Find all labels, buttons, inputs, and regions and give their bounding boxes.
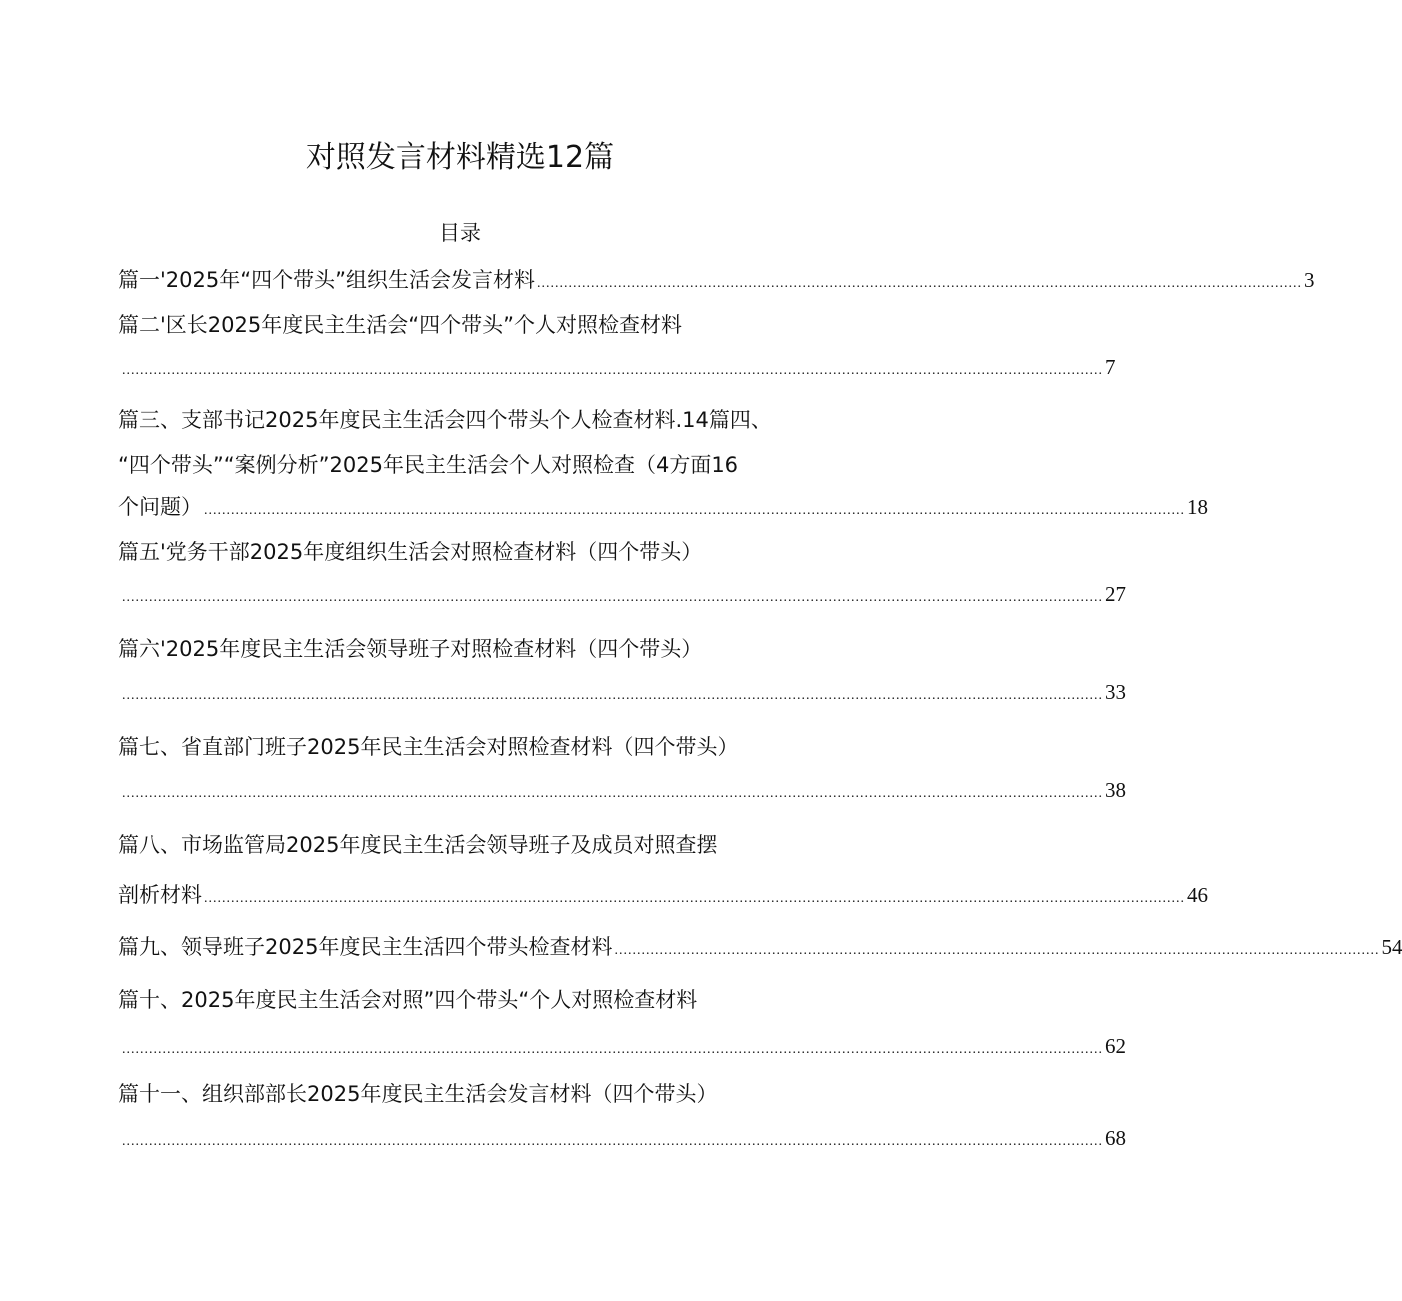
- toc-entry-leader-line[interactable]: [122, 775, 1126, 805]
- toc-entry-leader-line[interactable]: [118, 880, 1208, 910]
- toc-entry-leader-line[interactable]: [122, 1031, 1126, 1061]
- toc-leader-dots: ..........................................................................................................................................................................................................................: [122, 590, 1103, 605]
- toc-leader-dots: ..........................................................................................................................................................................................................................: [204, 891, 1185, 906]
- toc-entry-text[interactable]: 篇五'党务干部2025年度组织生活会对照检查材料（四个带头）: [118, 540, 703, 564]
- toc-entry[interactable]: [118, 265, 1315, 295]
- toc-leader-dots: ..........................................................................................................................................................................................................................: [122, 1134, 1103, 1149]
- toc-page-number: 33: [1105, 680, 1126, 704]
- toc-entry-leader-line[interactable]: [122, 579, 1126, 609]
- toc-entry-text: 剖析材料: [118, 883, 202, 907]
- toc-leader-dots: ..........................................................................................................................................................................: [614, 943, 1380, 958]
- toc-entry-text[interactable]: 篇七、省直部门班子2025年民主生活会对照检查材料（四个带头）: [118, 735, 739, 759]
- toc-page-number: 18: [1187, 495, 1208, 519]
- toc-entry-text: 个问题）: [118, 495, 202, 519]
- toc-page-number: 27: [1105, 582, 1126, 606]
- toc-entry-text[interactable]: “四个带头”“案例分析”2025年民主生活会个人对照检查（4方面16: [118, 453, 739, 477]
- toc-entry-text[interactable]: 篇二'区长2025年度民主生活会“四个带头”个人对照检查材料: [118, 313, 682, 337]
- toc-entry-text[interactable]: 篇八、市场监管局2025年度民主生活会领导班子及成员对照查摆: [118, 833, 718, 857]
- toc-page-number: 7: [1105, 355, 1116, 379]
- toc-page-number: 68: [1105, 1126, 1126, 1150]
- toc-page-number: 38: [1105, 778, 1126, 802]
- toc-entry-leader-line[interactable]: [118, 492, 1208, 522]
- toc-entry-text: 篇九、领导班子2025年度民主生活四个带头检查材料: [118, 935, 613, 959]
- toc-entry-text[interactable]: 篇六'2025年度民主生活会领导班子对照检查材料（四个带头）: [118, 637, 703, 661]
- toc-leader-dots: ..........................................................................................................................................................................................................................: [204, 503, 1185, 518]
- toc-entry-leader-line[interactable]: [122, 677, 1126, 707]
- toc-entry-text[interactable]: 篇三、支部书记2025年度民主生活会四个带头个人检查材料.14篇四、: [118, 408, 772, 432]
- toc-entry-text: 篇一'2025年“四个带头”组织生活会发言材料: [118, 268, 535, 292]
- toc-leader-dots: ..........................................................................................................................................................................................................................: [122, 786, 1103, 801]
- toc-entry-text[interactable]: 篇十一、组织部部长2025年度民主生活会发言材料（四个带头）: [118, 1082, 718, 1106]
- toc-entry[interactable]: [118, 932, 1402, 962]
- toc-entry-leader-line[interactable]: [122, 352, 1116, 382]
- toc-page-number: 62: [1105, 1034, 1126, 1058]
- toc-page-number: 3: [1303, 268, 1315, 292]
- toc-heading: 目录: [439, 221, 481, 245]
- toc-page-number: 46: [1187, 883, 1208, 907]
- toc-page-number: 54: [1381, 935, 1402, 959]
- toc-leader-dots: ..........................................................................................................................................................................................................................: [122, 688, 1103, 703]
- toc-entry-text[interactable]: 篇十、2025年度民主生活会对照”四个带头“个人对照检查材料: [118, 988, 698, 1012]
- toc-leader-dots: ..........................................................................................................................................................................................................................: [122, 363, 1103, 378]
- toc-leader-dots: ..........................................................................................................................................................................................................................: [122, 1042, 1103, 1057]
- document-title: 对照发言材料精选12篇: [305, 140, 615, 175]
- toc-leader-dots: ..........................................................................................................................................................................: [536, 276, 1302, 291]
- toc-entry-leader-line[interactable]: [122, 1123, 1126, 1153]
